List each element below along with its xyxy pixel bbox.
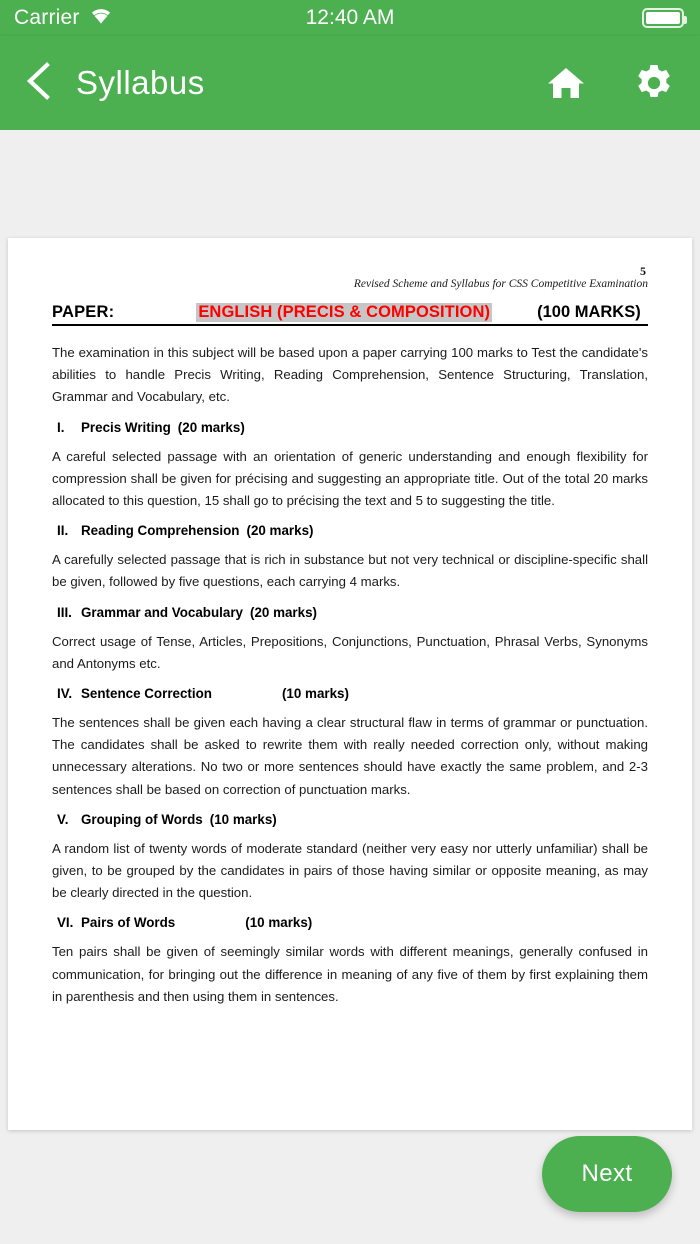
section-body: A carefully selected passage that is rich in substance but not very technical or discipline-specific shall be given, followed by five questions, each carrying 4 marks. xyxy=(52,552,648,590)
document-running-head: Revised Scheme and Syllabus for CSS Competitive Examination xyxy=(353,278,648,290)
paper-subject: ENGLISH (PRECIS & COMPOSITION) xyxy=(198,303,491,321)
wifi-icon xyxy=(88,6,114,30)
section-marks: (10 marks) xyxy=(281,686,349,702)
section-numeral: VI. xyxy=(57,915,74,931)
section-numeral: I. xyxy=(57,419,65,435)
section-marks: (20 marks) xyxy=(246,523,314,539)
section-title: Pairs of Words xyxy=(81,915,176,931)
document-body xyxy=(52,342,648,1008)
heading-spacer xyxy=(175,915,245,930)
navigation-actions xyxy=(546,63,674,103)
section-title: Precis Writing xyxy=(81,419,171,435)
heading-spacer xyxy=(239,523,246,538)
paper-marks: (100 MARKS) xyxy=(537,303,641,321)
section-title: Sentence Correction xyxy=(81,686,212,702)
heading-spacer xyxy=(171,420,178,435)
heading-spacer xyxy=(243,605,250,620)
section-numeral: II. xyxy=(57,523,69,539)
section-body: Ten pairs shall be given of seemingly similar words with different meanings, generally confused in communication, for bringing out the difference in meaning of any five of them by first explaining them in parenthesis and then using them in sentences. xyxy=(52,944,648,1004)
document-page-number: 5 xyxy=(640,264,646,278)
section-body: Correct usage of Tense, Articles, Prepositions, Conjunctions, Punctuation, Phrasal Verbs, Synonyms and Antonyms etc. xyxy=(52,633,648,671)
section-body: The sentences shall be given each having a clear structural flaw in terms of grammar or punctuation. The candidates shall be asked to rewrite them with really needed correction only, without making unnecessary alterations. No two or more sentences should have exactly the same problem, and 2-3 sentences shall be based on correction of punctuation marks. xyxy=(52,715,648,797)
paper-label: PAPER: xyxy=(52,303,115,321)
section-heading xyxy=(52,523,648,538)
section-body: A random list of twenty words of moderate standard (neither very easy nor utterly unfamiliar) shall be given, to be grouped by the candidates in pairs of those having similar or opposite meaning, as may be clearly directed in the question. xyxy=(52,840,648,901)
home-icon[interactable] xyxy=(546,65,586,101)
navigation-bar xyxy=(0,36,700,130)
section-title: Grouping of Words xyxy=(81,811,203,827)
section-numeral: IV. xyxy=(57,686,73,702)
back-button[interactable] xyxy=(0,60,76,107)
chevron-left-icon xyxy=(21,60,55,107)
status-bar xyxy=(0,0,700,36)
heading-spacer xyxy=(203,812,210,827)
battery-icon xyxy=(642,8,684,28)
section-body: A careful selected passage with an orientation of generic understanding and enough flexibility for compression shall be given for précising and suggesting an appropriate title. Out of the total 20 marks allocated to this question, 15 shall go to précising the text and 5 to suggesting the title. xyxy=(52,448,648,509)
paper-title-line xyxy=(52,303,648,326)
status-bar-time: 12:40 AM xyxy=(305,6,395,29)
next-button[interactable]: Next xyxy=(542,1136,672,1212)
carrier-label: Carrier xyxy=(14,6,80,29)
status-bar-left xyxy=(0,6,114,30)
section-title: Reading Comprehension xyxy=(81,523,240,539)
document-page xyxy=(8,238,692,1130)
section-heading xyxy=(52,420,648,435)
status-bar-right xyxy=(642,0,684,36)
section-numeral: V. xyxy=(57,811,69,827)
gear-icon[interactable] xyxy=(634,63,674,103)
section-heading xyxy=(52,686,648,701)
intro-paragraph: The examination in this subject will be based upon a paper carrying 100 marks to Test the candidate's abilities to handle Precis Writing, Reading Comprehension, Sentence Structuring, Translation, Grammar and Vocabulary, etc. xyxy=(52,345,648,405)
section-heading xyxy=(52,812,648,827)
page-title: Syllabus xyxy=(76,64,205,101)
section-heading xyxy=(52,915,648,930)
section-heading xyxy=(52,605,648,620)
section-marks: (20 marks) xyxy=(250,604,317,620)
section-numeral: III. xyxy=(57,604,72,620)
scroll-content[interactable] xyxy=(0,130,700,1244)
section-title: Grammar and Vocabulary xyxy=(81,604,243,620)
heading-spacer xyxy=(212,686,282,701)
section-marks: (20 marks) xyxy=(177,419,245,435)
section-marks: (10 marks) xyxy=(209,811,277,827)
section-marks: (10 marks) xyxy=(245,915,313,931)
